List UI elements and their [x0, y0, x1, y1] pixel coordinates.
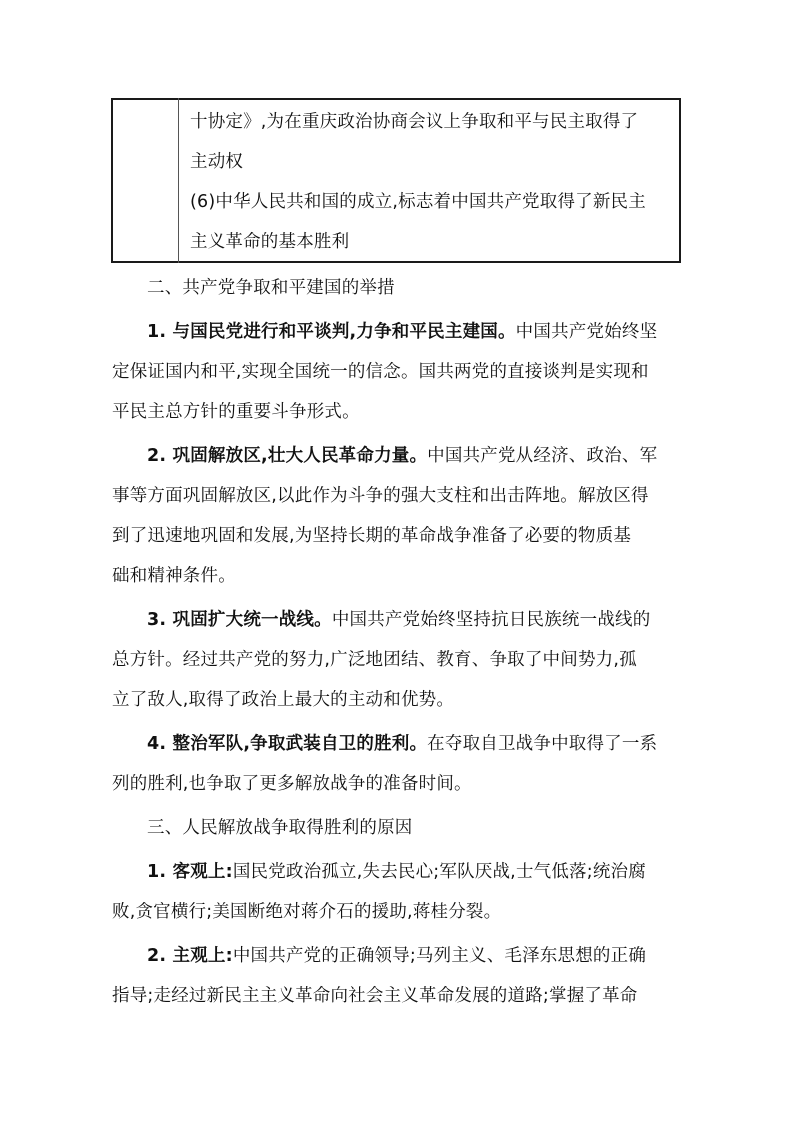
paragraph-text: 中国共产党始终坚持抗日民族统一战线的 — [331, 610, 651, 630]
paragraph-text: 国民党政治孤立,失去民心;军队厌战,士气低落;统治腐 — [232, 862, 646, 882]
paragraph-text: 中国共产党的正确领导;马列主义、毛泽东思想的正确 — [232, 946, 647, 966]
paragraph — [112, 436, 684, 596]
paragraph-text: 平民主总方针的重要斗争形式。 — [112, 402, 360, 422]
table-line: (6)中华人民共和国的成立,标志着中国共产党取得了新民主 — [190, 192, 646, 212]
paragraph-lead: 1. 客观上: — [147, 862, 233, 882]
paragraph-text: 败,贪官横行;美国断绝对蒋介石的援助,蒋桂分裂。 — [112, 902, 502, 922]
paragraph-text: 中国共产党始终坚 — [515, 322, 658, 342]
paragraph-lead: 3. 巩固扩大统一战线。 — [147, 610, 332, 630]
paragraph-text: 到了迅速地巩固和发展,为坚持长期的革命战争准备了必要的物质基 — [112, 526, 632, 546]
table-line: 主动权 — [190, 152, 244, 172]
paragraph-text: 事等方面巩固解放区,以此作为斗争的强大支柱和出击阵地。解放区得 — [112, 486, 649, 506]
paragraph-text: 立了敌人,取得了政治上最大的主动和优势。 — [112, 690, 455, 710]
paragraph-lead: 4. 整治军队,争取武装自卫的胜利。 — [147, 734, 428, 754]
table-cell-content — [190, 102, 676, 262]
table-column-divider — [178, 98, 179, 263]
paragraph — [112, 724, 684, 804]
paragraph-text: 指导;走经过新民主主义革命向社会主义革命发展的道路;掌握了革命 — [112, 986, 638, 1006]
section-heading: 三、人民解放战争取得胜利的原因 — [147, 818, 413, 838]
paragraph-text: 础和精神条件。 — [112, 566, 236, 586]
paragraph-text: 在夺取自卫战争中取得了一系 — [427, 734, 658, 754]
section-heading: 二、共产党争取和平建国的举措 — [147, 278, 395, 298]
table-line: 主义革命的基本胜利 — [190, 232, 350, 252]
paragraph-text: 定保证国内和平,实现全国统一的信念。国共两党的直接谈判是实现和 — [112, 362, 649, 382]
table-line: 十协定》,为在重庆政治协商会议上争取和平与民主取得了 — [190, 112, 639, 132]
paragraph-lead: 2. 巩固解放区,壮大人民革命力量。 — [147, 446, 428, 466]
paragraph — [112, 312, 684, 432]
paragraph — [112, 852, 684, 932]
paragraph-text: 列的胜利,也争取了更多解放战争的准备时间。 — [112, 774, 472, 794]
paragraph-lead: 1. 与国民党进行和平谈判,力争和平民主建国。 — [147, 322, 516, 342]
paragraph — [112, 936, 684, 1016]
paragraph-lead: 2. 主观上: — [147, 946, 233, 966]
paragraph — [112, 600, 684, 720]
body-text — [112, 268, 684, 1020]
paragraph-text: 中国共产党从经济、政治、军 — [427, 446, 658, 466]
paragraph-text: 总方针。经过共产党的努力,广泛地团结、教育、争取了中间势力,孤 — [112, 650, 637, 670]
